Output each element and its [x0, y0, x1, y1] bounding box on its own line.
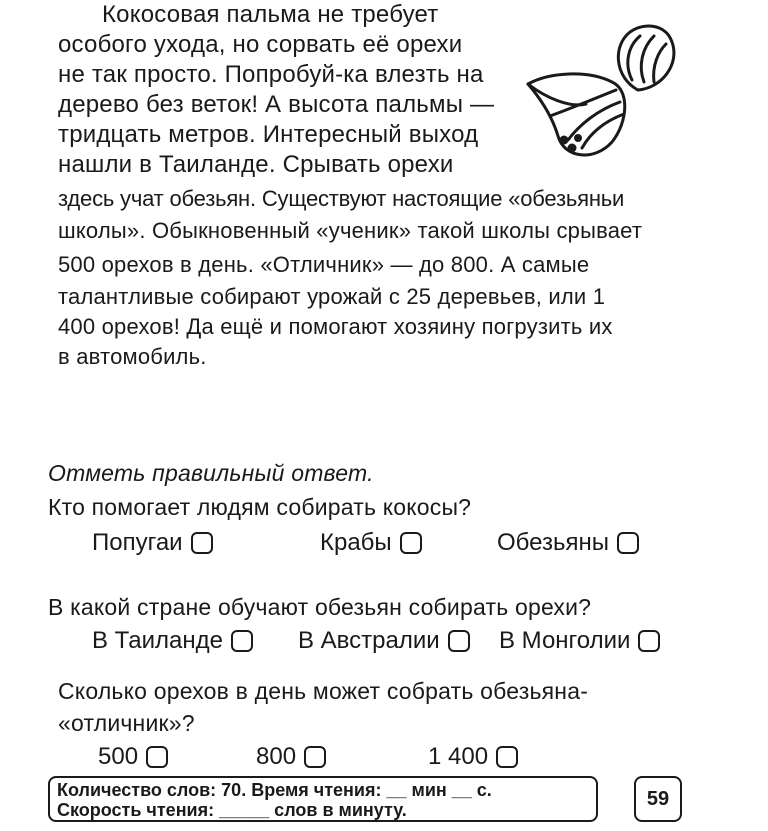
- text-line-11: 400 орехов! Да ещё и помогают хозяину погрузить их: [58, 314, 613, 339]
- option-parrots[interactable]: [92, 528, 213, 558]
- option-monkeys[interactable]: [497, 528, 639, 558]
- option-australia[interactable]: [298, 626, 470, 656]
- text-line-5: тридцать метров. Интересный выход: [58, 121, 479, 148]
- page-number: 59: [634, 776, 682, 822]
- option-label: Обезьяны: [497, 529, 609, 556]
- option-label: Попугаи: [92, 529, 183, 556]
- text-line-6: нашли в Таиланде. Срывать орехи: [58, 151, 454, 178]
- option-label: 800: [256, 743, 297, 770]
- option-label: 500: [98, 743, 139, 770]
- text-line-12: в автомобиль.: [58, 344, 207, 369]
- answer-checkbox[interactable]: [191, 532, 213, 554]
- answer-checkbox[interactable]: [638, 630, 660, 652]
- answer-checkbox[interactable]: [448, 630, 470, 652]
- answer-checkbox[interactable]: [304, 746, 326, 768]
- answer-checkbox[interactable]: [146, 746, 168, 768]
- option-thailand[interactable]: [92, 626, 253, 656]
- option-1400[interactable]: [428, 742, 518, 772]
- answer-checkbox[interactable]: [231, 630, 253, 652]
- text-line-3: не так просто. Попробуй-ка влезть на: [58, 61, 484, 88]
- text-line-7: здесь учат обезьян. Существуют настоящие «обезьяньи: [58, 186, 625, 211]
- answer-checkbox[interactable]: [617, 532, 639, 554]
- question-2: В какой стране обучают обезьян собирать орехи?: [48, 594, 592, 620]
- instruction-text: Отметь правильный ответ.: [48, 460, 374, 486]
- reading-stats-box: [48, 776, 598, 822]
- text-line-8: школы». Обыкновенный «ученик» такой школы срывает: [58, 218, 643, 243]
- answer-checkbox[interactable]: [400, 532, 422, 554]
- reading-speed-line: Скорость чтения: _____ слов в минуту.: [57, 800, 407, 820]
- text-line-2: особого ухода, но сорвать её орехи: [58, 31, 463, 58]
- text-line-9: 500 орехов в день. «Отличник» — до 800. А самые: [58, 252, 590, 277]
- option-label: В Австралии: [298, 627, 440, 654]
- option-mongolia[interactable]: [499, 626, 660, 656]
- option-label: В Монголии: [499, 627, 631, 654]
- option-label: В Таиланде: [92, 627, 223, 654]
- coconuts-icon: [520, 12, 690, 162]
- answer-checkbox[interactable]: [496, 746, 518, 768]
- option-label: Крабы: [320, 529, 392, 556]
- text-line-10: талантливые собирают урожай с 25 деревьев, или 1: [58, 284, 606, 309]
- option-label: 1 400: [428, 743, 489, 770]
- question-1: Кто помогает людям собирать кокосы?: [48, 494, 472, 520]
- text-line-4: дерево без веток! А высота пальмы —: [58, 91, 495, 118]
- word-count-line: Количество слов: 70. Время чтения: __ мин __ с.: [57, 780, 492, 800]
- option-crabs[interactable]: [320, 528, 422, 558]
- question-3-line-2: «отличник»?: [58, 710, 195, 736]
- question-3-line-1: Сколько орехов в день может собрать обезьяна-: [58, 678, 589, 704]
- option-800[interactable]: [256, 742, 326, 772]
- option-500[interactable]: [98, 742, 168, 772]
- text-line-1: Кокосовая пальма не требует: [102, 1, 439, 28]
